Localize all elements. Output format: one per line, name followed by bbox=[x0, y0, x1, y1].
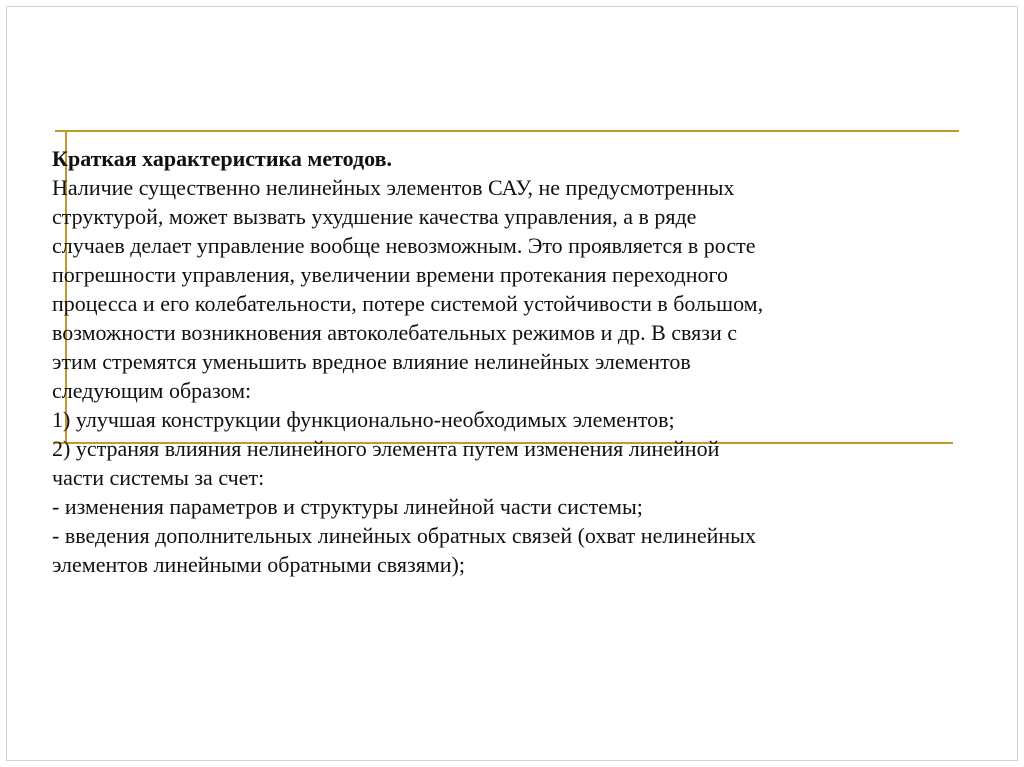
list-line: части системы за счет: bbox=[52, 465, 265, 490]
paragraph-line: структурой, может вызвать ухудшение качества управления, а в ряде bbox=[52, 204, 697, 229]
slide-text bbox=[52, 144, 982, 579]
accent-line-top bbox=[55, 130, 959, 132]
list-line: - введения дополнительных линейных обратных связей (охват нелинейных bbox=[52, 523, 756, 548]
paragraph-line: погрешности управления, увеличении времени протекания переходного bbox=[52, 262, 728, 287]
paragraph-line: возможности возникновения автоколебательных режимов и др. В связи с bbox=[52, 320, 737, 345]
paragraph-line: следующим образом: bbox=[52, 378, 252, 403]
list-line: 1) улучшая конструкции функционально-необходимых элементов; bbox=[52, 407, 675, 432]
paragraph-line: этим стремятся уменьшить вредное влияние нелинейных элементов bbox=[52, 349, 691, 374]
paragraph-line: Наличие существенно нелинейных элементов САУ, не предусмотренных bbox=[52, 175, 735, 200]
paragraph-line: процесса и его колебательности, потере системой устойчивости в большом, bbox=[52, 291, 764, 316]
list-line: - изменения параметров и структуры линейной части системы; bbox=[52, 494, 643, 519]
list-line: 2) устраняя влияния нелинейного элемента путем изменения линейной bbox=[52, 436, 720, 461]
paragraph-line: случаев делает управление вообще невозможным. Это проявляется в росте bbox=[52, 233, 756, 258]
list-line: элементов линейными обратными связями); bbox=[52, 552, 465, 577]
slide-heading: Краткая характеристика методов. bbox=[52, 146, 392, 171]
